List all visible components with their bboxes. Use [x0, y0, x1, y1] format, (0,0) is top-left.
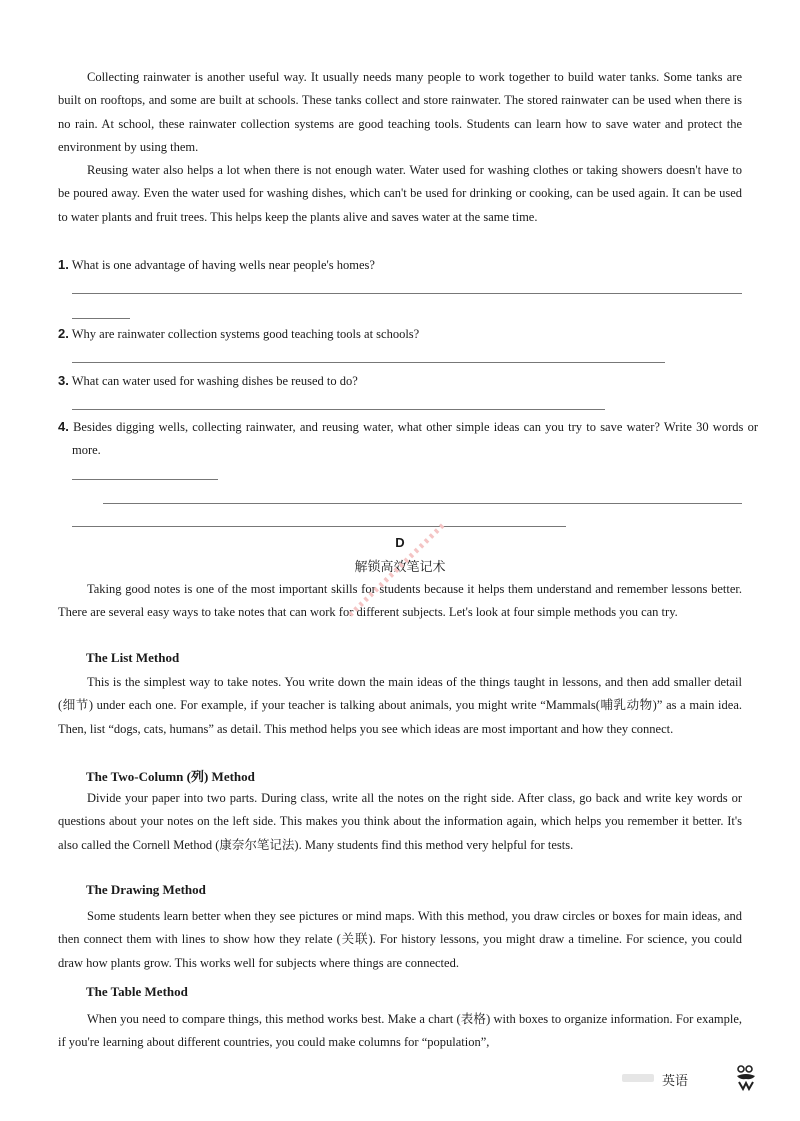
question-3	[58, 369, 748, 393]
section-letter: D	[395, 535, 405, 550]
answer-line[interactable]	[72, 362, 665, 363]
section-intro: Taking good notes is one of the most important skills for students because it helps them understand and remember lessons better. There are several easy ways to take notes that can work for different subjects. Let's look at four simple methods you can try.	[58, 582, 742, 620]
question-text: What is one advantage of having wells near people's homes?	[71, 258, 375, 272]
method-heading: The List Method	[86, 650, 180, 665]
faded-logo-mark	[622, 1073, 656, 1083]
subject-label: 英语	[662, 1074, 689, 1089]
question-number: 4.	[58, 419, 69, 434]
question-1	[58, 253, 748, 277]
question-2	[58, 322, 748, 346]
method-text: This is the simplest way to take notes. You write down the main ideas of the things taught in lessons, and then add smaller detail (细节) under each one. For example, if your teacher is talking about animals, you might write “Mammals(哺乳动物)” as a main idea. Then, list “dogs, cats, humans” as detail. This method helps you see which ideas are most important and how they connect.	[58, 675, 742, 736]
method-text: When you need to compare things, this method works best. Make a chart (表格) with boxes to organize information. For example, if you're learning about different countries, you could make columns for “population”,	[58, 1012, 742, 1050]
question-number: 3.	[58, 373, 69, 388]
answer-line[interactable]	[72, 526, 566, 527]
watermark-stamp	[345, 515, 455, 625]
question-text: Besides digging wells, collecting rainwater, and reusing water, what other simple ideas can you try to save water? Write 30 words or more.	[72, 420, 758, 457]
passage-paragraph: Collecting rainwater is another useful way. It usually needs many people to work together to build water tanks. Some tanks are built on rooftops, and some are built at schools. These tanks collect and store rainwater. The stored rainwater can be used when there is no rain. At school, these rainwater collection systems are good teaching tools. Students can learn how to save water and protect the environment by using them.	[58, 70, 742, 154]
method-text: Divide your paper into two parts. During class, write all the notes on the right side. After class, go back and write key words or questions about your notes on the left side. This makes you think about the information again, which helps you remember it better. It's also called the Cornell Method (康奈尔笔记法). Many students find this method very helpful for tests.	[58, 791, 742, 852]
method-text: Some students learn better when they see pictures or mind maps. With this method, you draw circles or boxes for main ideas, and then connect them with lines to show how they relate (关联). For history lessons, you might draw a timeline. For science, you could draw how plants grow. This works well for subjects where things are connected.	[58, 909, 742, 970]
answer-line[interactable]	[103, 503, 742, 504]
section-title: 解锁高效笔记术	[354, 560, 446, 575]
question-number: 1.	[58, 257, 69, 272]
passage-paragraph: Reusing water also helps a lot when there is not enough water. Water used for washing clothes or taking showers doesn't have to be poured away. Even the water used for washing dishes, which can't be used for drinking or cooking, can be used again. It can be used to water plants and fruit trees. This helps keep the plants alive and saves water at the same time.	[58, 163, 742, 224]
question-text: Why are rainwater collection systems good teaching tools at schools?	[71, 327, 420, 341]
answer-line[interactable]	[72, 318, 130, 319]
answer-line[interactable]	[72, 293, 742, 294]
answer-line[interactable]	[72, 479, 218, 480]
method-heading: The Two-Column (列) Method	[86, 769, 255, 784]
question-text: What can water used for washing dishes be reused to do?	[71, 374, 358, 388]
method-heading: The Drawing Method	[86, 882, 206, 897]
question-number: 2.	[58, 326, 69, 341]
method-heading: The Table Method	[86, 984, 188, 999]
question-4	[58, 415, 758, 462]
publisher-logo-icon	[734, 1064, 758, 1092]
answer-line[interactable]	[72, 409, 605, 410]
